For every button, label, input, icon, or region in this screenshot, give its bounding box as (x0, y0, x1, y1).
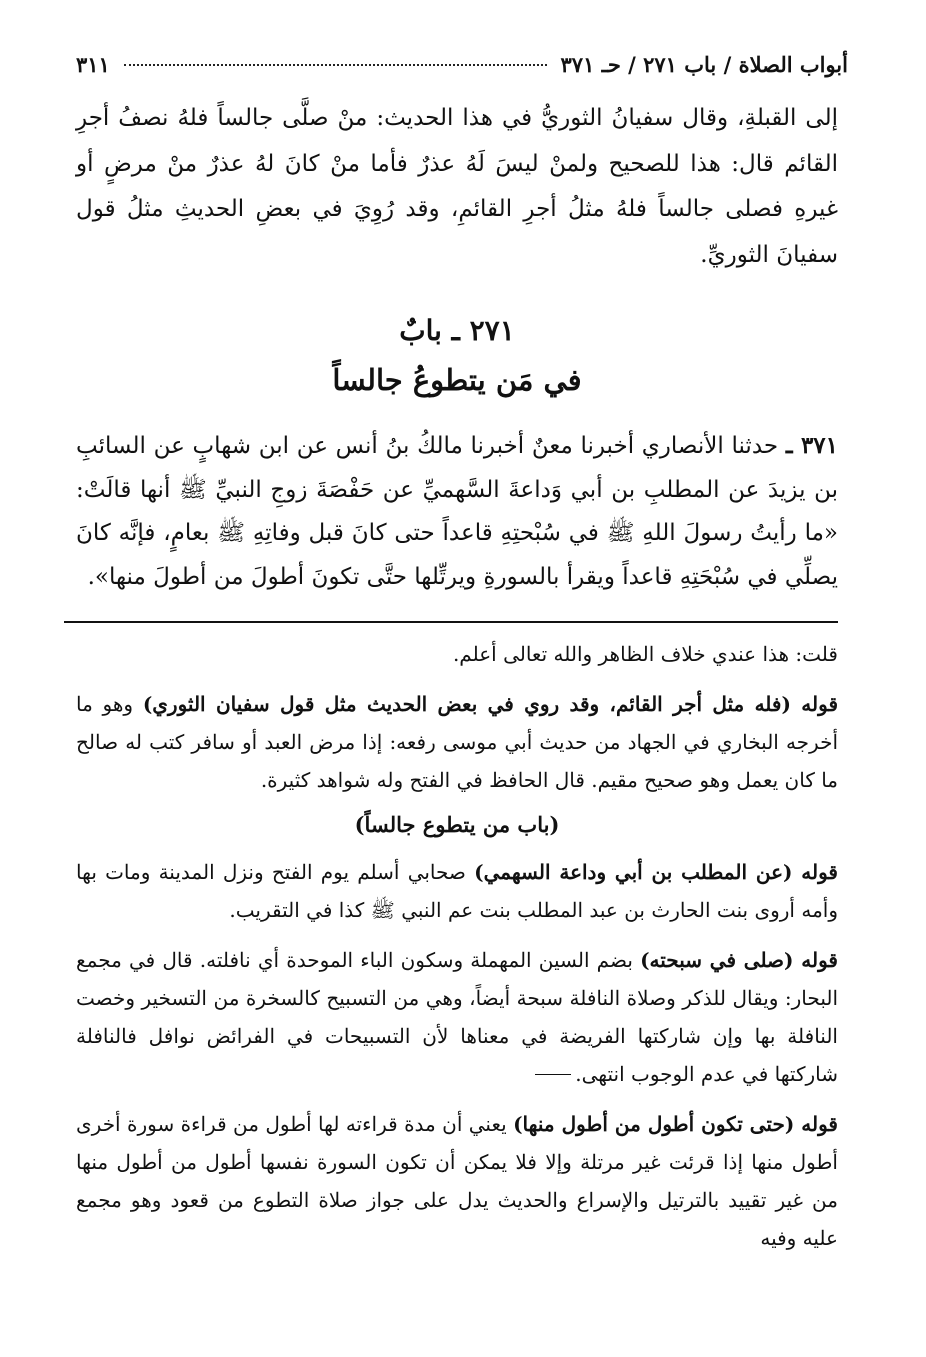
chapter-heading (76, 306, 838, 404)
commentary-body: صحابي أسلم يوم الفتح ونزل المدينة ومات بها وأمه أروى بنت الحارث بن عبد المطلب بنت عم النبي ﷺ كذا في التقريب. (76, 860, 838, 922)
commentary-paragraph-1: قلت: هذا عندي خلاف الظاهر والله تعالى أعلم. (452, 642, 838, 666)
commentary-body: يعني أن مدة قراءته لها أطول من قراءة سورة أخرى أطول منها إذا قرئت غير مرتلة وإلا فلا يمكن أن تكون السورة نفسها أطول من أطول منها من غير تقييد بالترتيل والإسراع والحديث يدل على جواز صلاة التطوع من قعود وهو مجمع عليه وفيه (76, 1112, 838, 1250)
end-of-quote-line (535, 1074, 571, 1075)
commentary-paragraph-5 (76, 1105, 838, 1257)
commentary-paragraph-4 (76, 941, 838, 1093)
chapter-title: في مَن يتطوعُ جالساً (332, 363, 582, 397)
commentary-lemma: قوله (عن المطلب بن أبي وداعة السهمي) (474, 860, 838, 884)
commentary-paragraph-2 (76, 685, 838, 799)
hadith-number: ٣٧١ ـ (785, 432, 839, 459)
main-paragraph: إلى القبلةِ، وقال سفيانُ الثوريُّ في هذا الحديث: منْ صلَّى جالساً فلهُ نصفُ أجرِ القائم قال: هذا للصحيح ولمنْ ليسَ لَهُ عذرٌ فأما منْ كانَ لهُ عذرٌ منْ مرضٍ أو غيرهِ فصلى جالساً فلهُ مثلُ أجرِ القائمِ، وقد رُوِيَ في بعضِ الحديثِ مثلُ قول سفيانَ الثوريِّ. (76, 105, 839, 268)
hadith-text: حدثنا الأنصاري أخبرنا معنٌ أخبرنا مالكُ بنُ أنس عن ابن شهابٍ عن السائبِ بن يزيدَ عن المطلبِ بن أبي وَداعةَ السَّهميِّ عن حَفْصَةَ زوجِ النبيِّ ﷺ أنها قالَتْ: «ما رأيتُ رسولَ اللهِ ﷺ في سُبْحتِهِ قاعداً حتى كانَ قبل وفاتِهِ ﷺ بعامٍ، فإنَّه كانَ يصلِّي في سُبْحَتِهِ قاعداً ويقرأ بالسورةِ ويرتِّلها حتَّى تكونَ أطولَ من أطولَ منها». (76, 433, 838, 590)
hadith-block (76, 424, 838, 599)
commentary-paragraph-3 (76, 853, 838, 929)
header-title: أبواب الصلاة / باب ٢٧١ / حـ ٣٧١ (560, 52, 848, 77)
running-header (76, 52, 848, 90)
chapter-number: ٢٧١ ـ بابٌ (399, 314, 515, 347)
commentary-body: وهو ما أخرجه البخاري في الجهاد من حديث أبي موسى رفعه: إذا مرض العبد أو سافر كتب له صالح ما كان يعمل وهو صحيح مقيم. قال الحافظ في الفتح وله شواهد كثيرة. (76, 692, 838, 792)
commentary-section (76, 635, 838, 1257)
page-number: ٣١١ (76, 52, 110, 77)
commentary-lemma: قوله (فله مثل أجر القائم، وقد روي في بعض الحديث مثل قول سفيان الثوري) (142, 692, 838, 716)
header-dot-leader (124, 64, 547, 66)
footnote-divider (64, 621, 838, 623)
hadith-paragraph (76, 424, 838, 599)
main-text-continuation (76, 96, 838, 278)
commentary-body: بضم السين المهملة وسكون الباء الموحدة أي نافلته. قال في مجمع البحار: ويقال للذكر وصلاة النافلة سبحة أيضاً، وهي من التسبيح كالسخرة من التسخير وخصت النافلة بها وإن شاركتها الفريضة في معناها لأن التسبيحات في الفرائض نوافل فالنافلة شاركتها في عدم الوجوب انتهى. (76, 948, 838, 1086)
commentary-lemma: قوله (صلى في سبحته) (640, 948, 838, 972)
commentary-lemma: قوله (حتى تكون أطول من أطول منها) (513, 1112, 838, 1136)
commentary-sub-heading: (باب من يتطوع جالساً) (354, 812, 560, 837)
